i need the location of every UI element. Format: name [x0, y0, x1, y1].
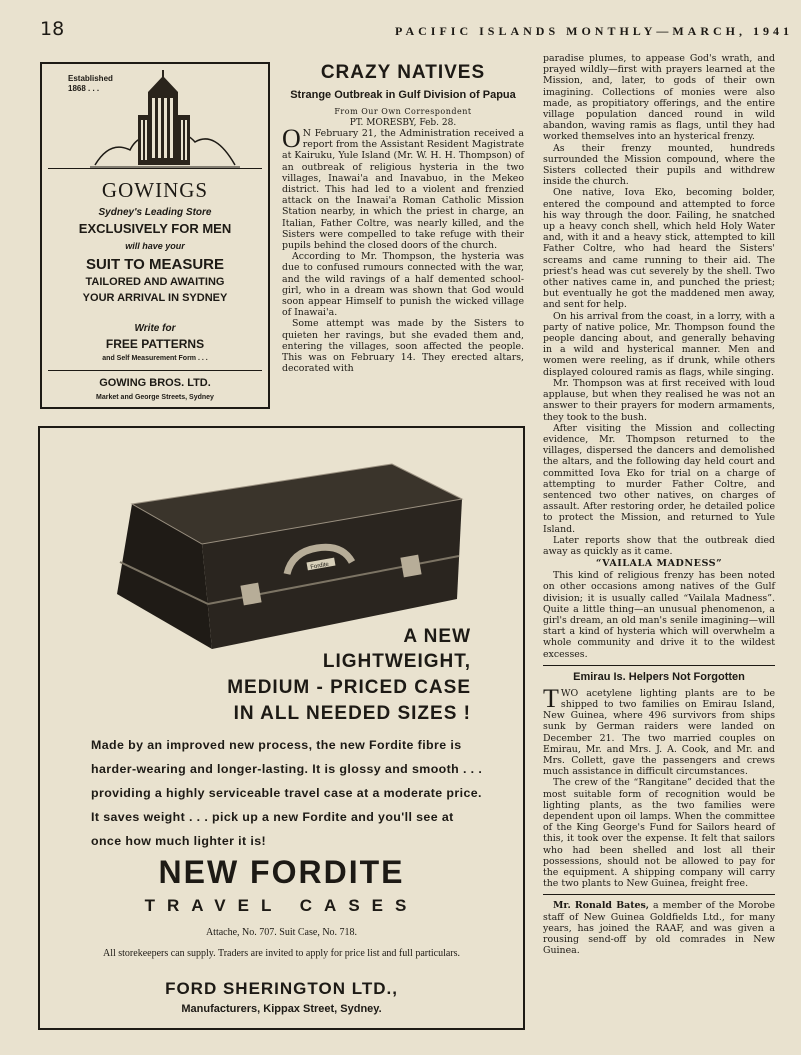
company-name: FORD SHERINGTON LTD., [165, 979, 398, 998]
ad-headline: IN ALL NEEDED SIZES ! [233, 703, 471, 724]
self-measurement-text: and Self Measurement Form . . . [102, 355, 208, 362]
article-paragraph: Mr. Thompson was at first received with loud applause, but when they realised he was not an answer to their prayers for modern armaments, they took to the bush. [543, 377, 775, 423]
free-patterns-text: FREE PATTERNS [105, 337, 205, 351]
arrival-text: YOUR ARRIVAL IN SYDNEY [82, 292, 228, 304]
ad-headline: LIGHTWEIGHT, [322, 651, 471, 672]
divider [48, 168, 262, 169]
ad-headline: MEDIUM - PRICED CASE [227, 677, 471, 698]
write-for-text: Write for [134, 323, 176, 334]
article-title: CRAZY NATIVES [320, 62, 486, 83]
article-title: Emirau Is. Helpers Not Forgotten [573, 670, 745, 683]
article-paragraph: Later reports show that the outbreak died away as quickly as it came. [543, 534, 775, 557]
article-paragraph: Some attempt was made by the Sisters to quieten her ravings, but she evaded them and, entering the villages, soon affected the people. This was on February 14. They erected altars, decorated with [282, 318, 524, 375]
company-address: Manufacturers, Kippax Street, Sydney. [181, 1003, 382, 1015]
page-number: 18 [40, 18, 65, 40]
will-have-text: will have your [125, 241, 185, 251]
divider [48, 370, 262, 371]
drop-cap: T [543, 683, 559, 713]
case-label: Fordite [309, 561, 330, 571]
article-paragraph: This kind of religious frenzy has been noted on other occasions among natives of the Gulf division; it is usually called “Vailala Madness”. Quite a little thing—an unusual phenomenon, a girl's dream, an old man's senile imagining—will start a kind of hysteria which will overwhelm a whole community and drive it to the wildest excesses. [543, 570, 775, 660]
tailored-text: TAILORED AND AWAITING [85, 276, 225, 288]
ad-headline: A NEW [403, 626, 471, 647]
divider [543, 894, 775, 895]
suit-text: SUIT TO MEASURE [85, 256, 225, 273]
publication-title: PACIFIC ISLANDS MONTHLY—MARCH, 1941 [395, 24, 794, 38]
article-paragraph: On his arrival from the coast, in a lorry, with a party of native police, Mr. Thompson found the people dancing about, and generally behaving in a wild and hysterical manner. Men and women were reeling, as if drunk, while others displayed coloured ramis as flags, while singing. [543, 310, 775, 378]
product-subtitle: TRAVEL CASES [144, 896, 419, 915]
gowings-name: GOWINGS [101, 178, 209, 202]
gowings-tagline: Sydney's Leading Store [98, 207, 212, 218]
article-paragraph: Mr. Ronald Bates, a member of the Morobe staff of New Guinea Goldfields Ltd., for many years, has joined the RAAF, and was given a rousing send-off by old comrades in New Guinea. [543, 900, 775, 957]
article-paragraph: TWO acetylene lighting plants are to be shipped to two families on Emirau Island, New Guinea, where 496 survivors from ships sunk by German raiders were landed on December 21. The two married couples on Emirau, Mr. and Mrs. J. A. Cook, and Mr. and Mrs. Collett, gave the passengers and crews much assistance in difficult circumstances. [543, 683, 775, 778]
right-column [543, 53, 775, 956]
article-paragraph: O N February 21, the Administration received a report from the Assistant Resident Magistrate at Kairuku, Yule Island (Mr. W. H. H. Thompson) of an outbreak of religious hysteria in the two villages, Inawai'a and Inavabuo, in the Mekeo district. This had led to a violent and frenzied attack on the Inawai'a Roman Catholic Mission Station nearby, in which the priest in charge, an Italian, Father Coltre, was nearly killed, and the Sisters were compelled to take refuge with their pupils behind the closed doors of the church. [282, 124, 524, 252]
product-name: NEW FORDITE [158, 854, 405, 890]
article-subtitle: Strange Outbreak in Gulf Division of Papua [290, 89, 516, 101]
article-crazy-natives [282, 62, 524, 374]
article-paragraph: The crew of the “Rangitane” decided that the most suitable form of recognition would be lighting plants, as the two families were dependent upon oil lamps. When the committee of the King George's Fund for Sailors heard of this, it took over the expense. It felt that sailors who had been shelled and lost all their possessions, should not be allowed to pay for the equipment. A shipping company will carry the two plants to New Guinea, freight free. [543, 777, 775, 890]
company-address: Market and George Streets, Sydney [96, 394, 214, 401]
dateline: PT. MORESBY, Feb. 28. [349, 118, 457, 128]
article-paragraph: paradise plumes, to appease God's wrath, and prayed wildly—first with prayers learned at the Mission, and, later, to gods of their own imagining. Collections of monies were also made, as propitiatory offerings, and the entire village population danced round in wild abandon, waving ramis as flags, until they had worked themselves into an hysterical frenzy. [543, 53, 775, 143]
article-subhead: “VAILALA MADNESS” [595, 558, 723, 570]
company-name: GOWING BROS. LTD. [99, 377, 211, 389]
divider [543, 665, 775, 666]
gowings-advertisement [40, 62, 270, 409]
fordite-advertisement [38, 426, 525, 1030]
correspondent-line: From Our Own Correspondent [334, 107, 472, 116]
article-paragraph: One native, Iova Eko, becoming bolder, entered the compound and attempted to force his way through the door. Failing, he snatched up a heavy conch shell, which held Holy Water and, with it and a heavy stick, attempted to kill Father Coltre, who had heard the Sisters' screams and came running to their aid. The priest's head was cut severely by the shell. Two other natives came in, and punched the priest; but eventually he got the maddened men away, and sent for help. [543, 187, 775, 311]
storekeepers-text: All storekeepers can supply. Traders are invited to apply for price list and full particulars. [102, 948, 461, 959]
person-name: Mr. Ronald Bates, [553, 900, 650, 912]
building-illustration-icon [90, 70, 240, 170]
article-paragraph: After visiting the Mission and collecting evidence, Mr. Thompson returned to the villages, dispersed the dancers and demolished the altars, and the following day held court and committed Iova Eko for trial on a charge of attempting to murder Father Coltre, and sentenced two other natives, on charges of assault. After restoring order, he detailed police to protect the Mission, and returned to Yule Island. [543, 422, 775, 535]
established-label: Established 1868 . . . [68, 74, 113, 93]
ad-description: Made by an improved new process, the new Fordite fibre is harder-wearing and longer-lasting. It is glossy and smooth . . . providing a highly serviceable travel case at a moderate price. It saves weight . . . pick up a new Fordite and you'll see at once how much lighter it is! [91, 738, 483, 848]
article-paragraph: According to Mr. Thompson, the hysteria was due to confused rumours connected with the war, and the wild ravings of a half demented school-girl, who in a dream was shown that God would soon appear Himself to punish the wicked village of Inawai'a. [282, 251, 524, 319]
product-models: Attache, No. 707. Suit Case, No. 718. [205, 927, 358, 938]
article-paragraph: As their frenzy mounted, hundreds surrounded the Mission compound, where the Sisters collected their pupils and withdrew inside the church. [543, 142, 775, 188]
drop-cap: O [282, 124, 301, 153]
exclusive-text: EXCLUSIVELY FOR MEN [78, 221, 232, 236]
